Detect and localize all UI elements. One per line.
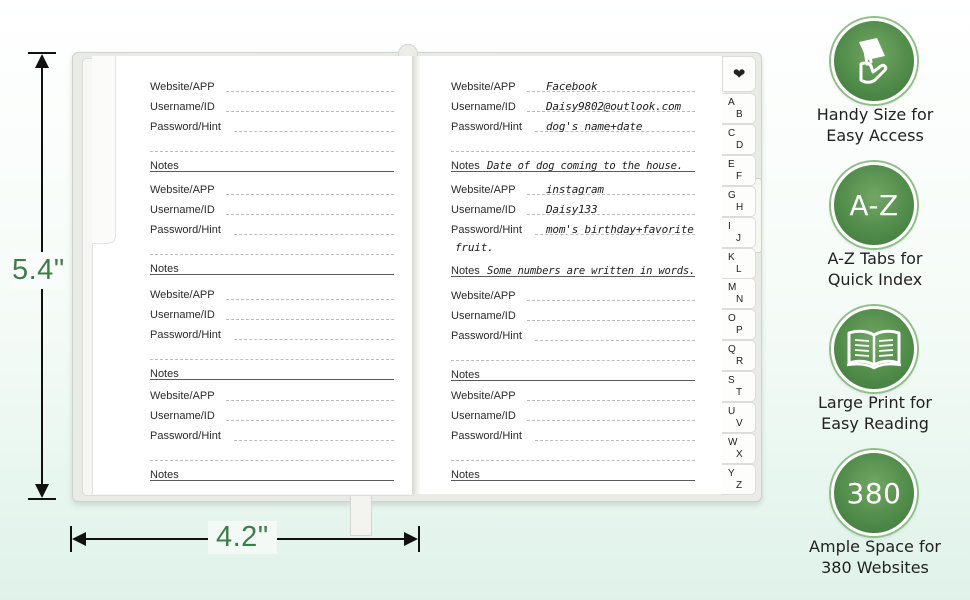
feature-caption-line2: Easy Access <box>826 126 924 145</box>
dotted-line <box>535 340 695 341</box>
tab-ij[interactable] <box>722 217 756 248</box>
dotted-line <box>234 131 394 132</box>
notes-label: Notes <box>150 263 179 275</box>
dotted-line <box>527 320 695 321</box>
height-dimension-label: 5.4" <box>12 252 65 289</box>
tab-letter: N <box>736 294 744 306</box>
notes-label: Notes <box>150 368 179 380</box>
tab-letter: Y <box>728 467 735 479</box>
heart-icon[interactable]: ❤ <box>722 56 756 92</box>
dotted-line <box>226 299 394 300</box>
password-label: Password/Hint <box>451 121 522 133</box>
right-page-password-row[interactable] <box>451 325 695 345</box>
notes-line <box>150 379 394 380</box>
right-page-username-row[interactable] <box>451 96 695 116</box>
dotted-line <box>535 440 695 441</box>
username-label: Username/ID <box>150 101 215 113</box>
notes-label: Notes <box>451 469 480 481</box>
tab-qr[interactable] <box>722 340 756 371</box>
password-value-cont: fruit. <box>455 241 494 254</box>
dotted-line <box>234 339 394 340</box>
right-page-notes-row[interactable] <box>451 155 695 175</box>
dotted-line <box>226 420 394 421</box>
website-label: Website/APP <box>451 81 516 93</box>
tab-letter: O <box>728 313 736 325</box>
right-page-notes-row[interactable] <box>451 464 695 484</box>
tab-letter: C <box>728 127 736 139</box>
notes-value: Some numbers are written in words. <box>487 265 696 277</box>
password-label: Password/Hint <box>150 224 221 236</box>
feature-caption-line1: Ample Space for <box>809 537 941 556</box>
tab-letter: J <box>736 232 741 244</box>
bookmark-ribbon <box>350 496 372 536</box>
dotted-line <box>226 111 394 112</box>
website-value: instagram <box>546 183 604 196</box>
username-label: Username/ID <box>451 101 516 113</box>
tab-letter: M <box>728 282 737 294</box>
blank-line <box>150 151 394 152</box>
a-z-icon <box>831 162 917 248</box>
tab-letter: H <box>736 201 744 213</box>
blank-line <box>451 151 695 152</box>
website-label: Website/APP <box>451 390 516 402</box>
tab-letter: V <box>736 418 743 429</box>
dotted-line <box>527 420 695 421</box>
left-page-website-row[interactable] <box>150 284 394 304</box>
username-label: Username/ID <box>150 309 215 321</box>
tab-letter: T <box>736 387 743 399</box>
right-page-website-row[interactable] <box>451 285 695 305</box>
dotted-line <box>226 400 394 401</box>
tab-letter: Q <box>728 344 736 356</box>
dotted-line <box>226 91 394 92</box>
website-label: Website/APP <box>150 390 215 402</box>
tab-letter: P <box>736 325 743 337</box>
badge-text: A-Z <box>849 188 899 222</box>
feature-item <box>795 18 955 148</box>
right-page-website-row[interactable] <box>451 179 695 199</box>
tab-letter: K <box>728 251 735 263</box>
feature-caption-line2: Quick Index <box>827 270 923 289</box>
tab-kl[interactable] <box>722 248 756 279</box>
password-value: dog's name+date <box>546 120 643 133</box>
feature-item <box>795 162 955 292</box>
tab-wx[interactable] <box>722 433 756 464</box>
blank-line <box>150 254 394 255</box>
right-page-password-row[interactable] <box>451 219 695 239</box>
tab-gh[interactable] <box>722 186 756 217</box>
tab-st[interactable] <box>722 371 756 402</box>
right-page-password-row[interactable] <box>451 116 695 136</box>
right-page-website-row[interactable] <box>451 385 695 405</box>
username-label: Username/ID <box>451 410 516 422</box>
blank-line <box>150 460 394 461</box>
website-label: Website/APP <box>150 81 215 93</box>
password-label: Password/Hint <box>150 121 221 133</box>
dotted-line <box>234 440 394 441</box>
left-page-username-row[interactable] <box>150 96 394 116</box>
tab-letter: G <box>728 189 736 201</box>
feature-caption-line1: Handy Size for <box>816 105 934 124</box>
password-label: Password/Hint <box>150 329 221 341</box>
dotted-line <box>527 400 695 401</box>
tab-uv[interactable] <box>722 402 756 433</box>
tab-letter: L <box>736 263 742 275</box>
password-label: Password/Hint <box>451 430 522 442</box>
right-page-username-row[interactable] <box>451 305 695 325</box>
website-label: Website/APP <box>150 289 215 301</box>
tab-letter: E <box>728 158 735 170</box>
badge-text: 380 <box>846 476 902 510</box>
dotted-line <box>234 234 394 235</box>
username-label: Username/ID <box>451 204 516 216</box>
left-page-password-row[interactable] <box>150 425 394 445</box>
notes-line <box>451 480 695 481</box>
380-icon <box>831 450 917 536</box>
feature-caption-line1: Large Print for <box>818 393 932 412</box>
tab-letter: I <box>728 220 731 232</box>
tab-letter: F <box>736 170 743 182</box>
tab-letter: X <box>736 448 743 460</box>
left-page-username-row[interactable] <box>150 405 394 425</box>
password-label: Password/Hint <box>150 430 221 442</box>
right-page-username-row[interactable] <box>451 199 695 219</box>
tab-letter: U <box>728 406 736 417</box>
blank-line <box>150 359 394 360</box>
page-notch <box>92 56 116 244</box>
website-label: Website/APP <box>150 184 215 196</box>
left-page-notes-row[interactable] <box>150 464 394 484</box>
tab-ef[interactable] <box>722 155 756 186</box>
right-page-password-cont-row <box>451 237 695 257</box>
password-label: Password/Hint <box>451 224 522 236</box>
right-page-username-row[interactable] <box>451 405 695 425</box>
left-page-notes-row[interactable] <box>150 155 394 175</box>
left-page-password-row[interactable] <box>150 116 394 136</box>
left-page-password-row[interactable] <box>150 219 394 239</box>
tab-yz[interactable] <box>722 464 756 495</box>
tab-ab[interactable] <box>722 93 756 124</box>
left-page-username-row[interactable] <box>150 304 394 324</box>
dotted-line <box>226 319 394 320</box>
tab-letter: D <box>736 139 744 151</box>
tab-op[interactable] <box>722 309 756 340</box>
left-page-notes-row[interactable] <box>150 363 394 383</box>
alphabet-tabs <box>722 56 756 494</box>
notes-line <box>150 480 394 481</box>
left-page-username-row[interactable] <box>150 199 394 219</box>
notes-line <box>150 171 394 172</box>
website-label: Website/APP <box>451 290 516 302</box>
right-page-notes-row[interactable] <box>451 260 695 280</box>
notes-label: Notes <box>451 369 480 381</box>
username-label: Username/ID <box>451 310 516 322</box>
blank-line <box>451 460 695 461</box>
tab-letter: S <box>728 375 735 387</box>
username-value: Daisy9802@outlook.com <box>546 100 681 113</box>
tab-letter: W <box>728 436 738 448</box>
notes-line <box>451 380 695 381</box>
left-page-password-row[interactable] <box>150 324 394 344</box>
notes-line <box>150 274 394 275</box>
right-page-password-row[interactable] <box>451 425 695 445</box>
password-value: mom's birthday+favorite <box>546 223 694 236</box>
username-label: Username/ID <box>150 410 215 422</box>
tab-letter: A <box>728 97 735 108</box>
blank-line <box>451 360 695 361</box>
website-label: Website/APP <box>451 184 516 196</box>
username-label: Username/ID <box>150 204 215 216</box>
open-book-icon <box>831 306 917 392</box>
notes-label: Notes <box>451 265 480 277</box>
left-page-website-row[interactable] <box>150 76 394 96</box>
website-value: Facebook <box>546 80 598 93</box>
tab-mn[interactable] <box>722 278 756 309</box>
tab-letter: B <box>736 109 743 120</box>
left-page-website-row[interactable] <box>150 385 394 405</box>
feature-caption-line1: A-Z Tabs for <box>827 249 923 268</box>
feature-caption-line2: Easy Reading <box>821 414 929 433</box>
width-dimension-label: 4.2" <box>208 521 277 554</box>
dotted-line <box>226 194 394 195</box>
password-label: Password/Hint <box>451 330 522 342</box>
tab-cd[interactable] <box>722 124 756 155</box>
right-page-notes-row[interactable] <box>451 364 695 384</box>
left-page-website-row[interactable] <box>150 179 394 199</box>
feature-item <box>795 306 955 436</box>
dotted-line <box>527 300 695 301</box>
right-page-website-row[interactable] <box>451 76 695 96</box>
hand-holding-book-icon <box>831 18 917 104</box>
notes-label: Notes <box>150 160 179 172</box>
username-value: Daisy133 <box>546 203 598 216</box>
left-page-notes-row[interactable] <box>150 258 394 278</box>
notes-label: Notes <box>150 469 179 481</box>
feature-item <box>795 450 955 580</box>
notes-value: Date of dog coming to the house. <box>487 160 683 172</box>
notes-label: Notes <box>451 160 480 172</box>
dotted-line <box>226 214 394 215</box>
tab-letter: Z <box>736 479 743 491</box>
tab-letter: R <box>736 356 744 368</box>
feature-caption-line2: 380 Websites <box>821 558 929 577</box>
